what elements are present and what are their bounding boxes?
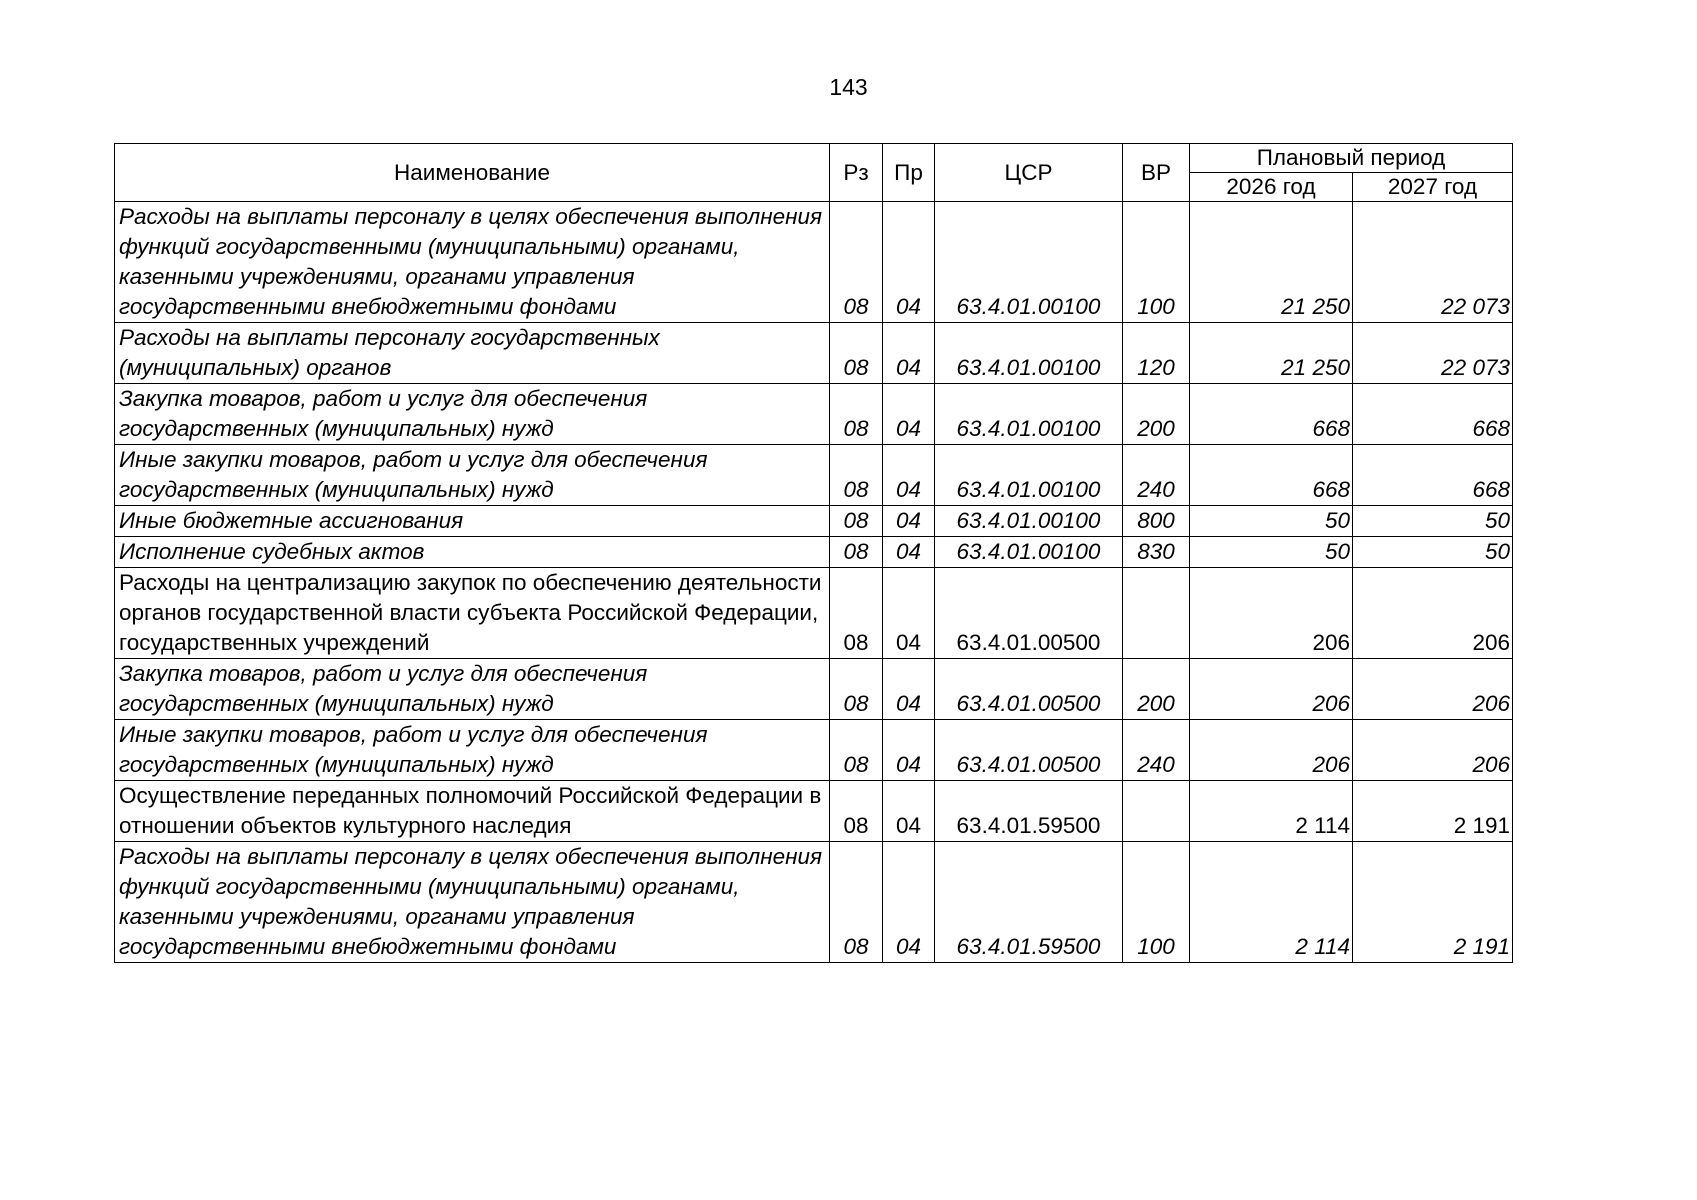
cell-csr: 63.4.01.00100	[935, 323, 1123, 384]
cell-vr	[1123, 781, 1190, 842]
cell-name: Исполнение судебных актов	[115, 537, 830, 568]
table-row	[115, 384, 1513, 445]
cell-2026: 21 250	[1190, 323, 1353, 384]
cell-2026: 2 114	[1190, 842, 1353, 963]
cell-2027: 22 073	[1353, 323, 1513, 384]
cell-rz: 08	[830, 720, 883, 781]
header-name: Наименование	[115, 144, 830, 202]
header-year-2026: 2026 год	[1190, 173, 1353, 202]
cell-2027: 50	[1353, 537, 1513, 568]
cell-rz: 08	[830, 842, 883, 963]
cell-2027: 2 191	[1353, 842, 1513, 963]
cell-csr: 63.4.01.00100	[935, 202, 1123, 323]
cell-rz: 08	[830, 202, 883, 323]
cell-name: Осуществление переданных полномочий Российской Федерации в отношении объектов культурного наследия	[115, 781, 830, 842]
cell-2027: 22 073	[1353, 202, 1513, 323]
cell-2026: 206	[1190, 720, 1353, 781]
cell-vr	[1123, 568, 1190, 659]
cell-rz: 08	[830, 323, 883, 384]
cell-csr: 63.4.01.00500	[935, 720, 1123, 781]
table-row	[115, 506, 1513, 537]
table-row	[115, 659, 1513, 720]
cell-rz: 08	[830, 781, 883, 842]
cell-2026: 206	[1190, 568, 1353, 659]
header-rz: Рз	[830, 144, 883, 202]
table-row	[115, 537, 1513, 568]
cell-pr: 04	[883, 537, 935, 568]
header-csr: ЦСР	[935, 144, 1123, 202]
cell-csr: 63.4.01.00500	[935, 659, 1123, 720]
cell-pr: 04	[883, 842, 935, 963]
cell-2026: 668	[1190, 384, 1353, 445]
cell-2026: 668	[1190, 445, 1353, 506]
cell-name: Иные бюджетные ассигнования	[115, 506, 830, 537]
cell-rz: 08	[830, 659, 883, 720]
cell-pr: 04	[883, 323, 935, 384]
cell-pr: 04	[883, 445, 935, 506]
cell-rz: 08	[830, 445, 883, 506]
cell-vr: 800	[1123, 506, 1190, 537]
cell-2027: 206	[1353, 568, 1513, 659]
cell-name: Закупка товаров, работ и услуг для обеспечения государственных (муниципальных) нужд	[115, 384, 830, 445]
cell-2026: 50	[1190, 506, 1353, 537]
cell-name: Расходы на выплаты персоналу государственных (муниципальных) органов	[115, 323, 830, 384]
cell-name: Расходы на выплаты персоналу в целях обеспечения выполнения функций государственными (муниципальными) органами, казенными учреждениями, органами управления государственными внебюджетными фондами	[115, 842, 830, 963]
cell-vr: 830	[1123, 537, 1190, 568]
cell-2027: 206	[1353, 659, 1513, 720]
cell-2027: 50	[1353, 506, 1513, 537]
page-number: 143	[829, 74, 868, 100]
cell-pr: 04	[883, 506, 935, 537]
budget-table	[114, 143, 1513, 963]
cell-pr: 04	[883, 202, 935, 323]
cell-rz: 08	[830, 537, 883, 568]
table-row	[115, 568, 1513, 659]
table-row	[115, 781, 1513, 842]
cell-2027: 668	[1353, 384, 1513, 445]
cell-name: Расходы на централизацию закупок по обеспечению деятельности органов государственной власти субъекта Российской Федерации, государственных учреждений	[115, 568, 830, 659]
cell-vr: 120	[1123, 323, 1190, 384]
table-row	[115, 720, 1513, 781]
cell-vr: 240	[1123, 445, 1190, 506]
cell-2027: 206	[1353, 720, 1513, 781]
cell-vr: 100	[1123, 842, 1190, 963]
cell-vr: 240	[1123, 720, 1190, 781]
cell-name: Иные закупки товаров, работ и услуг для обеспечения государственных (муниципальных) нужд	[115, 720, 830, 781]
cell-name: Иные закупки товаров, работ и услуг для обеспечения государственных (муниципальных) нужд	[115, 445, 830, 506]
cell-pr: 04	[883, 384, 935, 445]
table-row	[115, 445, 1513, 506]
cell-vr: 100	[1123, 202, 1190, 323]
cell-pr: 04	[883, 659, 935, 720]
cell-rz: 08	[830, 506, 883, 537]
cell-csr: 63.4.01.00100	[935, 445, 1123, 506]
header-year-2027: 2027 год	[1353, 173, 1513, 202]
table-row	[115, 202, 1513, 323]
table-row	[115, 323, 1513, 384]
cell-csr: 63.4.01.00100	[935, 537, 1123, 568]
cell-vr: 200	[1123, 659, 1190, 720]
cell-csr: 63.4.01.00500	[935, 568, 1123, 659]
table-body	[115, 202, 1513, 963]
table-header	[115, 144, 1513, 202]
cell-2026: 50	[1190, 537, 1353, 568]
cell-2027: 2 191	[1353, 781, 1513, 842]
header-pr: Пр	[883, 144, 935, 202]
cell-rz: 08	[830, 384, 883, 445]
cell-2026: 206	[1190, 659, 1353, 720]
header-vr: ВР	[1123, 144, 1190, 202]
table-row	[115, 842, 1513, 963]
cell-vr: 200	[1123, 384, 1190, 445]
cell-pr: 04	[883, 568, 935, 659]
cell-name: Расходы на выплаты персоналу в целях обеспечения выполнения функций государственными (муниципальными) органами, казенными учреждениями, органами управления государственными внебюджетными фондами	[115, 202, 830, 323]
header-planned-period: Плановый период	[1190, 144, 1513, 173]
cell-2026: 2 114	[1190, 781, 1353, 842]
cell-2027: 668	[1353, 445, 1513, 506]
cell-name: Закупка товаров, работ и услуг для обеспечения государственных (муниципальных) нужд	[115, 659, 830, 720]
cell-csr: 63.4.01.59500	[935, 842, 1123, 963]
cell-csr: 63.4.01.00100	[935, 384, 1123, 445]
cell-pr: 04	[883, 781, 935, 842]
cell-rz: 08	[830, 568, 883, 659]
cell-csr: 63.4.01.00100	[935, 506, 1123, 537]
cell-pr: 04	[883, 720, 935, 781]
cell-csr: 63.4.01.59500	[935, 781, 1123, 842]
cell-2026: 21 250	[1190, 202, 1353, 323]
